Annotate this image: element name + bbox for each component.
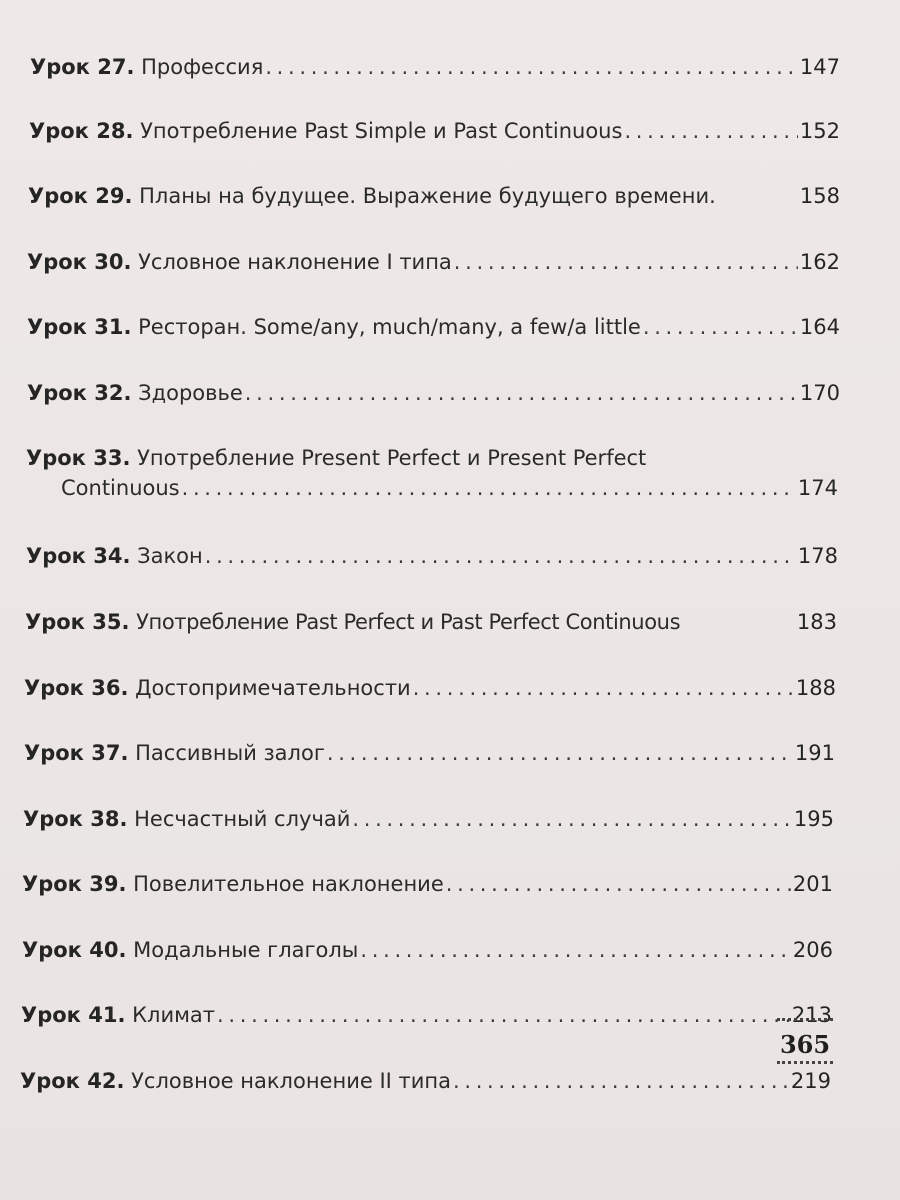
leader-dots [245,378,798,408]
lesson-page-number: 195 [793,807,834,831]
lesson-title: Закон [137,544,203,568]
leader-dots [352,804,792,834]
toc-entry-42 [20,1066,831,1096]
lesson-page-number: 178 [797,544,838,568]
lesson-page-number: 219 [790,1069,831,1093]
toc-entry-27 [30,52,840,82]
lesson-number: Урок 36. [24,676,129,700]
leader-dots [643,312,798,342]
leader-dots [446,869,791,899]
lesson-number: Урок 30. [27,250,132,274]
leader-dots [327,738,793,768]
lesson-title: Пассивный залог [135,741,325,765]
page-folio [776,1018,834,1070]
lesson-title: Планы на будущее. Выражение будущего времени. [139,184,716,208]
toc-entry-31 [27,312,840,342]
leader-dots [413,673,794,703]
lesson-title: Несчастный случай [134,807,351,831]
toc-entry-37 [24,738,835,768]
lesson-number: Урок 31. [27,315,132,339]
leader-dots [453,1066,789,1096]
toc-entry-38 [23,804,834,834]
lesson-page-number: 201 [792,872,833,896]
lesson-title: Климат [132,1003,216,1027]
lesson-title: Здоровье [138,381,243,405]
leader-dots [217,1000,790,1030]
lesson-title: Ресторан. Some/any, much/many, a few/a little [138,315,641,339]
lesson-page-number: 206 [792,938,833,962]
lesson-page-number: 174 [797,476,838,500]
toc-entry-29 [28,181,840,211]
toc-entry-39 [22,869,833,899]
lesson-number: Урок 37. [24,741,129,765]
lesson-title: Употребление Past Simple и Past Continuous [140,119,623,143]
lesson-page-number: 183 [796,610,837,634]
folio-top-dots [777,1018,833,1027]
lesson-number: Урок 28. [29,119,134,143]
toc-entry-41 [21,1000,832,1030]
leader-dots [360,935,791,965]
page-number: 365 [779,1030,831,1059]
lesson-title: Достопримечательности [135,676,411,700]
leader-dots [454,247,798,277]
toc-entry-30 [27,247,840,277]
lesson-page-number: 170 [799,381,840,405]
lesson-number: Урок 33. [26,446,131,470]
toc-entry-34 [26,541,838,571]
lesson-number: Урок 42. [20,1069,125,1093]
toc-entry-36 [24,673,836,703]
toc-entry-32 [27,378,840,408]
lesson-number: Урок 35. [25,610,130,634]
lesson-title: Употребление Past Perfect и Past Perfect Continuous [136,610,681,634]
folio-bottom-dots [777,1061,833,1070]
leader-dots [182,473,796,503]
lesson-title: Модальные глаголы [133,938,359,962]
leader-dots [205,541,796,571]
leader-dots [265,52,798,82]
lesson-page-number: 191 [794,741,835,765]
lesson-number: Урок 41. [21,1003,126,1027]
lesson-number: Урок 27. [30,55,135,79]
lesson-title: Условное наклонение I типа [138,250,452,274]
lesson-page-number: 164 [799,315,840,339]
toc-entry-40 [22,935,833,965]
lesson-title: Повелительное наклонение [133,872,444,896]
lesson-number: Урок 39. [22,872,127,896]
toc-entry-35 [25,607,837,637]
toc-entry-28 [29,116,840,146]
lesson-number: Урок 32. [27,381,132,405]
lesson-title: Условное наклонение II типа [131,1069,451,1093]
lesson-number: Урок 29. [28,184,133,208]
lesson-page-number: 213 [791,1003,832,1027]
lesson-title-continuation: Continuous [61,476,180,500]
lesson-page-number: 162 [799,250,840,274]
lesson-number: Урок 34. [26,544,131,568]
lesson-page-number: 188 [795,676,836,700]
leader-dots [624,116,797,146]
lesson-page-number: 147 [799,55,840,79]
lesson-title: Профессия [141,55,264,79]
lesson-page-number: 152 [799,119,840,143]
lesson-number: Урок 38. [23,807,128,831]
lesson-number: Урок 40. [22,938,127,962]
lesson-title: Употребление Present Perfect и Present Perfect [137,446,647,470]
toc-entry-33 [26,443,838,503]
lesson-page-number: 158 [799,184,840,208]
